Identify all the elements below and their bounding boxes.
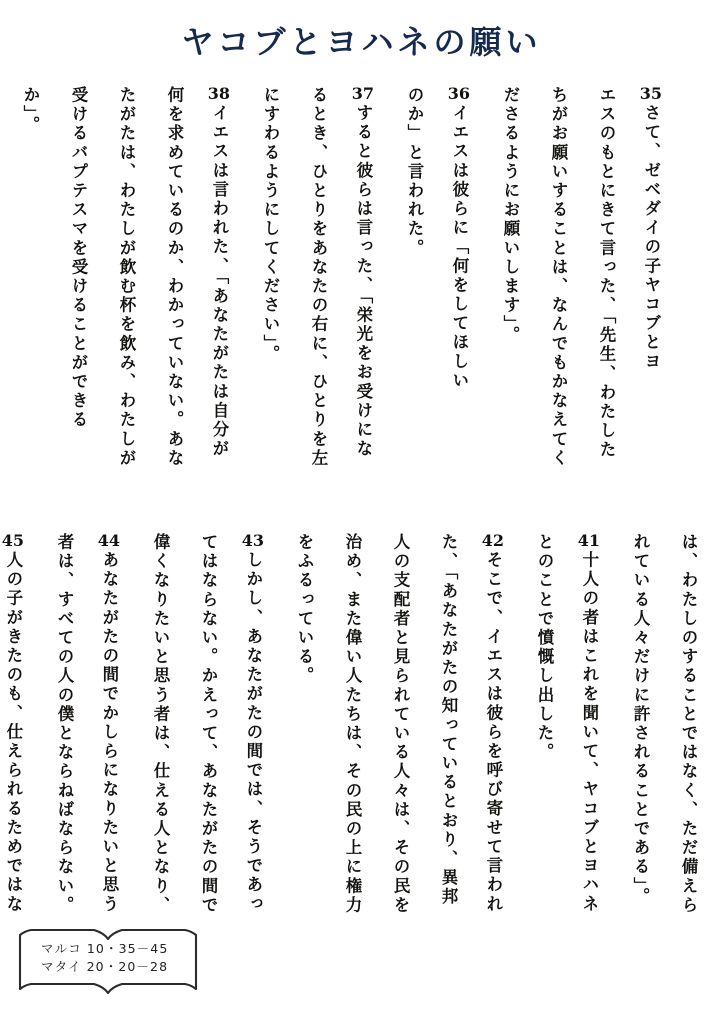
verse-text: エスのもとにきて言った、「先生、わたした <box>597 86 616 460</box>
upper-verse-column <box>592 86 614 460</box>
verse-text: イエスは言われた、「あなたがたは自分が <box>209 104 229 459</box>
lower-verse-column <box>2 533 24 914</box>
lower-verse-column <box>578 533 600 914</box>
lower-verse-column <box>194 533 216 915</box>
upper-verse-column <box>16 86 38 135</box>
lower-verse-column <box>338 533 360 915</box>
verse-text: をふるっている。 <box>295 533 314 686</box>
verse-text: 治め、また偉い人たちは、その民の上に権力 <box>343 533 362 915</box>
lower-verse-column <box>98 533 120 914</box>
scripture-reference-badge <box>16 926 201 1004</box>
verse-number: 37 <box>351 84 374 103</box>
verse-text: た、「あなたがたの知っているとおり、異邦 <box>439 533 458 907</box>
upper-verse-column <box>448 86 470 391</box>
verse-number: 44 <box>97 531 120 550</box>
upper-verse-column <box>160 86 182 468</box>
verse-text: れている人々だけに許されることである」。 <box>631 533 650 907</box>
upper-verse-column <box>400 86 422 258</box>
upper-verse-column <box>256 86 278 364</box>
verse-text: ちがお願いすることは、なんでもかなえてく <box>549 86 568 468</box>
verse-text: 偉くなりたいと思う者は、仕える人となり、 <box>151 533 170 915</box>
verse-text: 人の子がきたのも、仕えられるためではな <box>3 551 23 914</box>
upper-verse-column <box>496 86 518 345</box>
reference-line-1: マルコ 10・35－45 <box>41 941 169 956</box>
verse-number: 35 <box>639 84 662 103</box>
upper-verse-column <box>208 86 230 459</box>
verse-text: のか」と言われた。 <box>405 86 424 258</box>
verse-text: そこで、イエスは彼らを呼び寄せて言われ <box>483 551 503 914</box>
verse-text: てはならない。かえって、あなたがたの間で <box>199 533 218 915</box>
lower-verse-column <box>290 533 312 686</box>
verse-text: か」。 <box>21 86 40 136</box>
verse-text: すると彼らは言った、「栄光をお受けにな <box>353 104 373 459</box>
verse-text: るとき、ひとりをあなたの右に、ひとりを左 <box>309 86 328 468</box>
upper-verse-column <box>304 86 326 468</box>
verse-text: は、わたしのすることではなく、ただ備えら <box>679 533 698 915</box>
lower-verse-column <box>674 533 696 915</box>
verse-text: 何を求めているのか、わかっていない。あな <box>165 86 184 468</box>
verse-text: さて、ゼベダイの子ヤコブとヨ <box>641 104 661 372</box>
upper-verse-column <box>544 86 566 468</box>
verse-text: 者は、すべての人の僕とならねばならない。 <box>55 533 74 915</box>
verse-text: イエスは彼らに「何をしてほしい <box>449 104 469 391</box>
lower-verse-column <box>626 533 648 907</box>
reference-line-2: マタイ 20・20－28 <box>41 959 169 974</box>
upper-verse-column <box>112 86 134 468</box>
lower-verse-column <box>530 533 552 762</box>
lower-verse-column <box>386 533 408 915</box>
verse-number: 38 <box>207 84 230 103</box>
upper-verse-column <box>64 86 86 430</box>
verse-number: 41 <box>577 531 600 550</box>
verse-number: 43 <box>241 531 264 550</box>
lower-verse-column <box>242 533 264 914</box>
verse-text: にすわるようにしてください」。 <box>261 86 280 365</box>
verse-number: 36 <box>447 84 470 103</box>
verse-number: 45 <box>1 531 24 550</box>
passage-block-upper <box>21 84 662 468</box>
lower-verse-column <box>50 533 72 915</box>
passage-block-lower <box>1 531 698 915</box>
verse-number: 42 <box>481 531 504 550</box>
upper-verse-column <box>640 86 662 371</box>
verse-text: 人の支配者と見られている人々は、その民を <box>391 533 410 915</box>
lower-verse-column <box>434 533 456 907</box>
verse-text: 受けるバプテスマを受けることができる <box>69 86 88 430</box>
page-title: ヤコブとヨハネの願い <box>181 23 542 61</box>
lower-verse-column <box>146 533 168 915</box>
lower-verse-column <box>482 533 504 914</box>
verse-text: あなたがたの間でかしらになりたいと思う <box>99 551 119 914</box>
verse-text: しかし、あなたがたの間では、そうであっ <box>243 551 263 914</box>
verse-text: たがたは、わたしが飲む杯を飲み、わたしが <box>117 86 136 468</box>
upper-verse-column <box>352 86 374 459</box>
verse-text: とのことで憤慨し出した。 <box>535 533 554 763</box>
verse-text: 十人の者はこれを聞いて、ヤコブとヨハネ <box>579 551 599 914</box>
verse-text: ださるようにお願いします」。 <box>501 86 520 346</box>
